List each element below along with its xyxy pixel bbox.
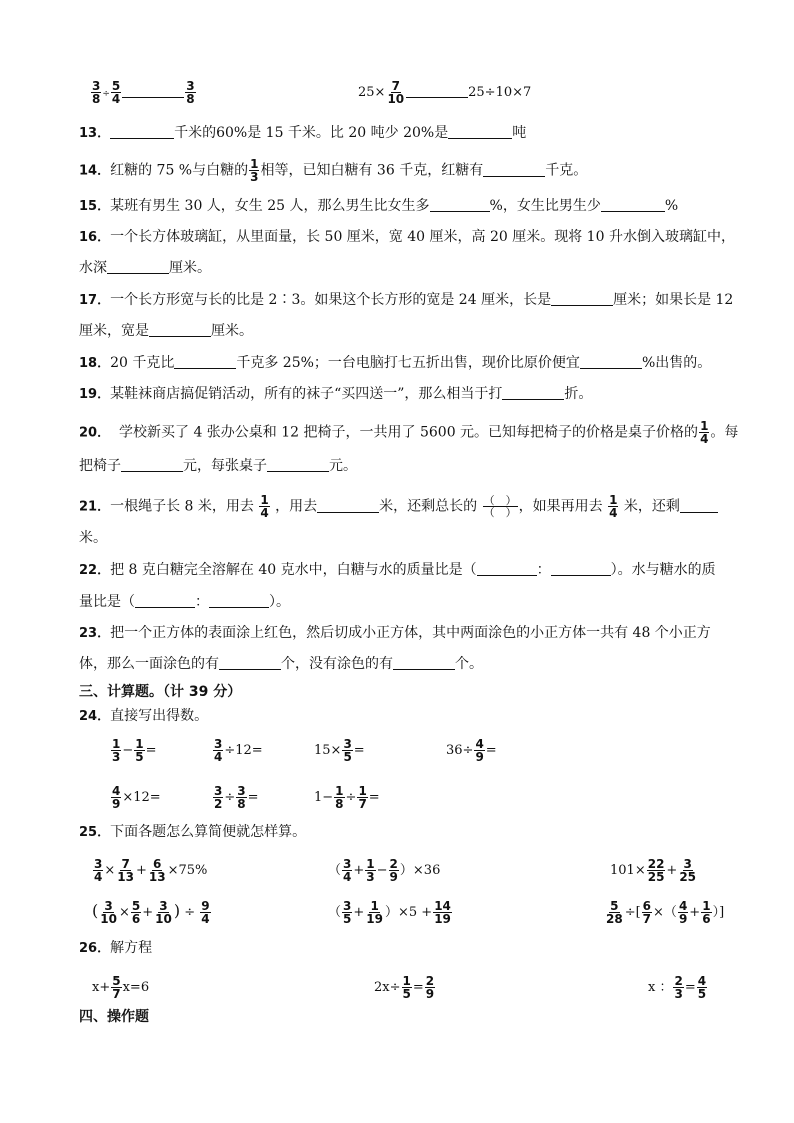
calc-25-3: 101× $\frac{22}{25}$ + $\frac{3}{25}$ [610, 857, 697, 884]
answer-blank[interactable] [483, 162, 545, 177]
answer-blank[interactable] [135, 593, 195, 608]
answer-blank[interactable] [149, 322, 211, 337]
fraction: $\frac{1}{4}$ [700, 419, 709, 446]
answer-blank[interactable] [219, 655, 281, 670]
fraction: $\frac{1}{4}$ [260, 493, 269, 520]
question-20-line2: 把椅子 元，每张桌子 元。 [79, 458, 357, 474]
section-3-title: 三、计算题。（计 39 分） [79, 684, 242, 700]
answer-blank[interactable] [393, 655, 455, 670]
question-17: 17．一个长方形宽与长的比是 2∶3。如果这个长方形的宽是 24 厘米，长是 厘米；如果长是 12 [79, 292, 734, 308]
question-16: 16．一个长方体玻璃缸，从里面量，长 50 厘米，宽 40 厘米，高 20 厘米。现将 10 升水倒入玻璃缸中， [79, 229, 735, 245]
fraction: $\frac{3}{8}$ [92, 79, 101, 106]
equation-26-3: x ： $\frac{2}{3}$ = $\frac{4}{5}$ [648, 974, 707, 1001]
answer-blank[interactable] [121, 457, 183, 472]
question-15: 15．某班有男生 30 人，女生 25 人，那么男生比女生多 %，女生比男生少 % [79, 198, 679, 214]
answer-blank[interactable] [551, 291, 613, 306]
question-21: 21．一根绳子长 8 米，用去 $\frac{1}{4}$ ，用去 米，还剩总长的 $\frac{( )}{( )}$ ，如果再用去 $\frac{1}{4}$ 米，还剩 [79, 494, 750, 519]
question-13: 13． 千米的60%是 15 千米。比 20 吨少 20%是 吨 [79, 125, 527, 141]
answer-blank[interactable] [680, 498, 718, 513]
answer-blank[interactable] [107, 259, 169, 274]
question-23-line2: 体，那么一面涂色的有 个，没有涂色的有 个。 [79, 656, 483, 672]
calc-25-1: $\frac{3}{4}$ × $\frac{7}{13}$ + $\frac{6}{13}$ ×75% [94, 857, 208, 884]
calc-24-2: $\frac{3}{4}$ ÷12= [214, 737, 263, 764]
answer-blank[interactable] [580, 354, 642, 369]
calc-25-5: （ $\frac{3}{5}$ + $\frac{1}{19}$ ）×5 + $\frac{14}{19}$ [328, 899, 451, 926]
question-19: 19．某鞋袜商店搞促销活动，所有的袜子“买四送一”，那么相当于打 折。 [79, 386, 593, 402]
question-23: 23．把一个正方体的表面涂上红色，然后切成小正方体，其中两面涂色的小正方体一共有 48 个小正方 [79, 625, 711, 641]
question-16-line2: 水深 厘米。 [79, 260, 211, 276]
question-20: 20． 学校新买了 4 张办公桌和 12 把椅子，一共用了 5600 元。已知每把椅子的价格是桌子价格的 $\frac{1}{4}$ 。每 [79, 419, 739, 446]
section-4-title: 四、操作题 [79, 1009, 149, 1025]
answer-blank[interactable] [174, 354, 236, 369]
answer-blank[interactable] [430, 197, 490, 212]
question-25: 25．下面各题怎么算简便就怎样算。 [79, 824, 307, 840]
fraction: $\frac{1}{4}$ [609, 493, 618, 520]
question-22-line2: 量比是（ ： ）。 [79, 594, 290, 610]
answer-blank[interactable] [209, 593, 269, 608]
question-18: 18．20 千克比 千克多 25%；一台电脑打七五折出售，现价比原价便宜 %出售的。 [79, 355, 712, 371]
answer-blank[interactable] [110, 124, 174, 139]
fraction-blank[interactable]: $\frac{( )}{( )}$ [483, 494, 517, 519]
answer-blank[interactable] [477, 561, 537, 576]
question-17-line2: 厘米，宽是 厘米。 [79, 323, 253, 339]
equation-26-1: x+ $\frac{5}{7}$ x=6 [92, 974, 150, 1001]
compare-item-2: 25× $\frac{7}{10}$ 25÷10×7 [358, 79, 532, 106]
question-21-line2: 米。 [79, 530, 107, 546]
question-26: 26．解方程 [79, 940, 153, 956]
question-22: 22．把 8 克白糖完全溶解在 40 克水中，白糖与水的质量比是（ ： ）。水与糖水的质 [79, 562, 716, 578]
answer-blank[interactable] [267, 457, 329, 472]
answer-blank[interactable] [406, 83, 468, 98]
calc-24-6: $\frac{3}{2}$ ÷ $\frac{3}{8}$ = [214, 784, 259, 811]
calc-24-1: $\frac{1}{3}$ − $\frac{1}{5}$ = [112, 737, 157, 764]
fraction: $\frac{1}{3}$ [250, 157, 259, 184]
answer-blank[interactable] [502, 385, 564, 400]
answer-blank[interactable] [448, 124, 512, 139]
calc-25-4: ( $\frac{3}{10}$ × $\frac{5}{6}$ + $\frac{3}{10}$ ) ÷ $\frac{9}{4}$ [92, 899, 210, 926]
calc-24-4: 36÷ $\frac{4}{9}$ = [446, 737, 497, 764]
answer-blank[interactable] [317, 498, 379, 513]
answer-blank[interactable] [551, 561, 611, 576]
fraction: $\frac{3}{8}$ [186, 79, 195, 106]
calc-24-5: $\frac{4}{9}$ ×12= [112, 784, 161, 811]
calc-24-7: 1− $\frac{1}{8}$ ÷ $\frac{1}{7}$ = [314, 784, 380, 811]
fraction: $\frac{5}{4}$ [111, 79, 121, 106]
calc-25-6: $\frac{5}{28}$ ÷[ $\frac{6}{7}$ ×（ $\frac{4}{9}$ + $\frac{1}{6}$ ）] [606, 899, 725, 926]
calc-25-2: （ $\frac{3}{4}$ + $\frac{1}{3}$ − $\frac{2}{9}$ ）×36 [328, 857, 441, 884]
calc-24-3: 15× $\frac{3}{5}$ = [314, 737, 365, 764]
fraction: $\frac{7}{10}$ [387, 79, 405, 106]
compare-item-1: $\frac{3}{8}$ ÷ $\frac{5}{4}$ $\frac{3}{8}$ [92, 79, 195, 106]
answer-blank[interactable] [601, 197, 665, 212]
question-24: 24．直接写出得数。 [79, 708, 209, 724]
answer-blank[interactable] [122, 83, 184, 98]
question-14: 14．红糖的 75 %与白糖的 $\frac{1}{3}$ 相等，已知白糖有 36 千克，红糖有 千克。 [79, 157, 588, 184]
equation-26-2: 2x÷ $\frac{1}{5}$ = $\frac{2}{9}$ [374, 974, 435, 1001]
